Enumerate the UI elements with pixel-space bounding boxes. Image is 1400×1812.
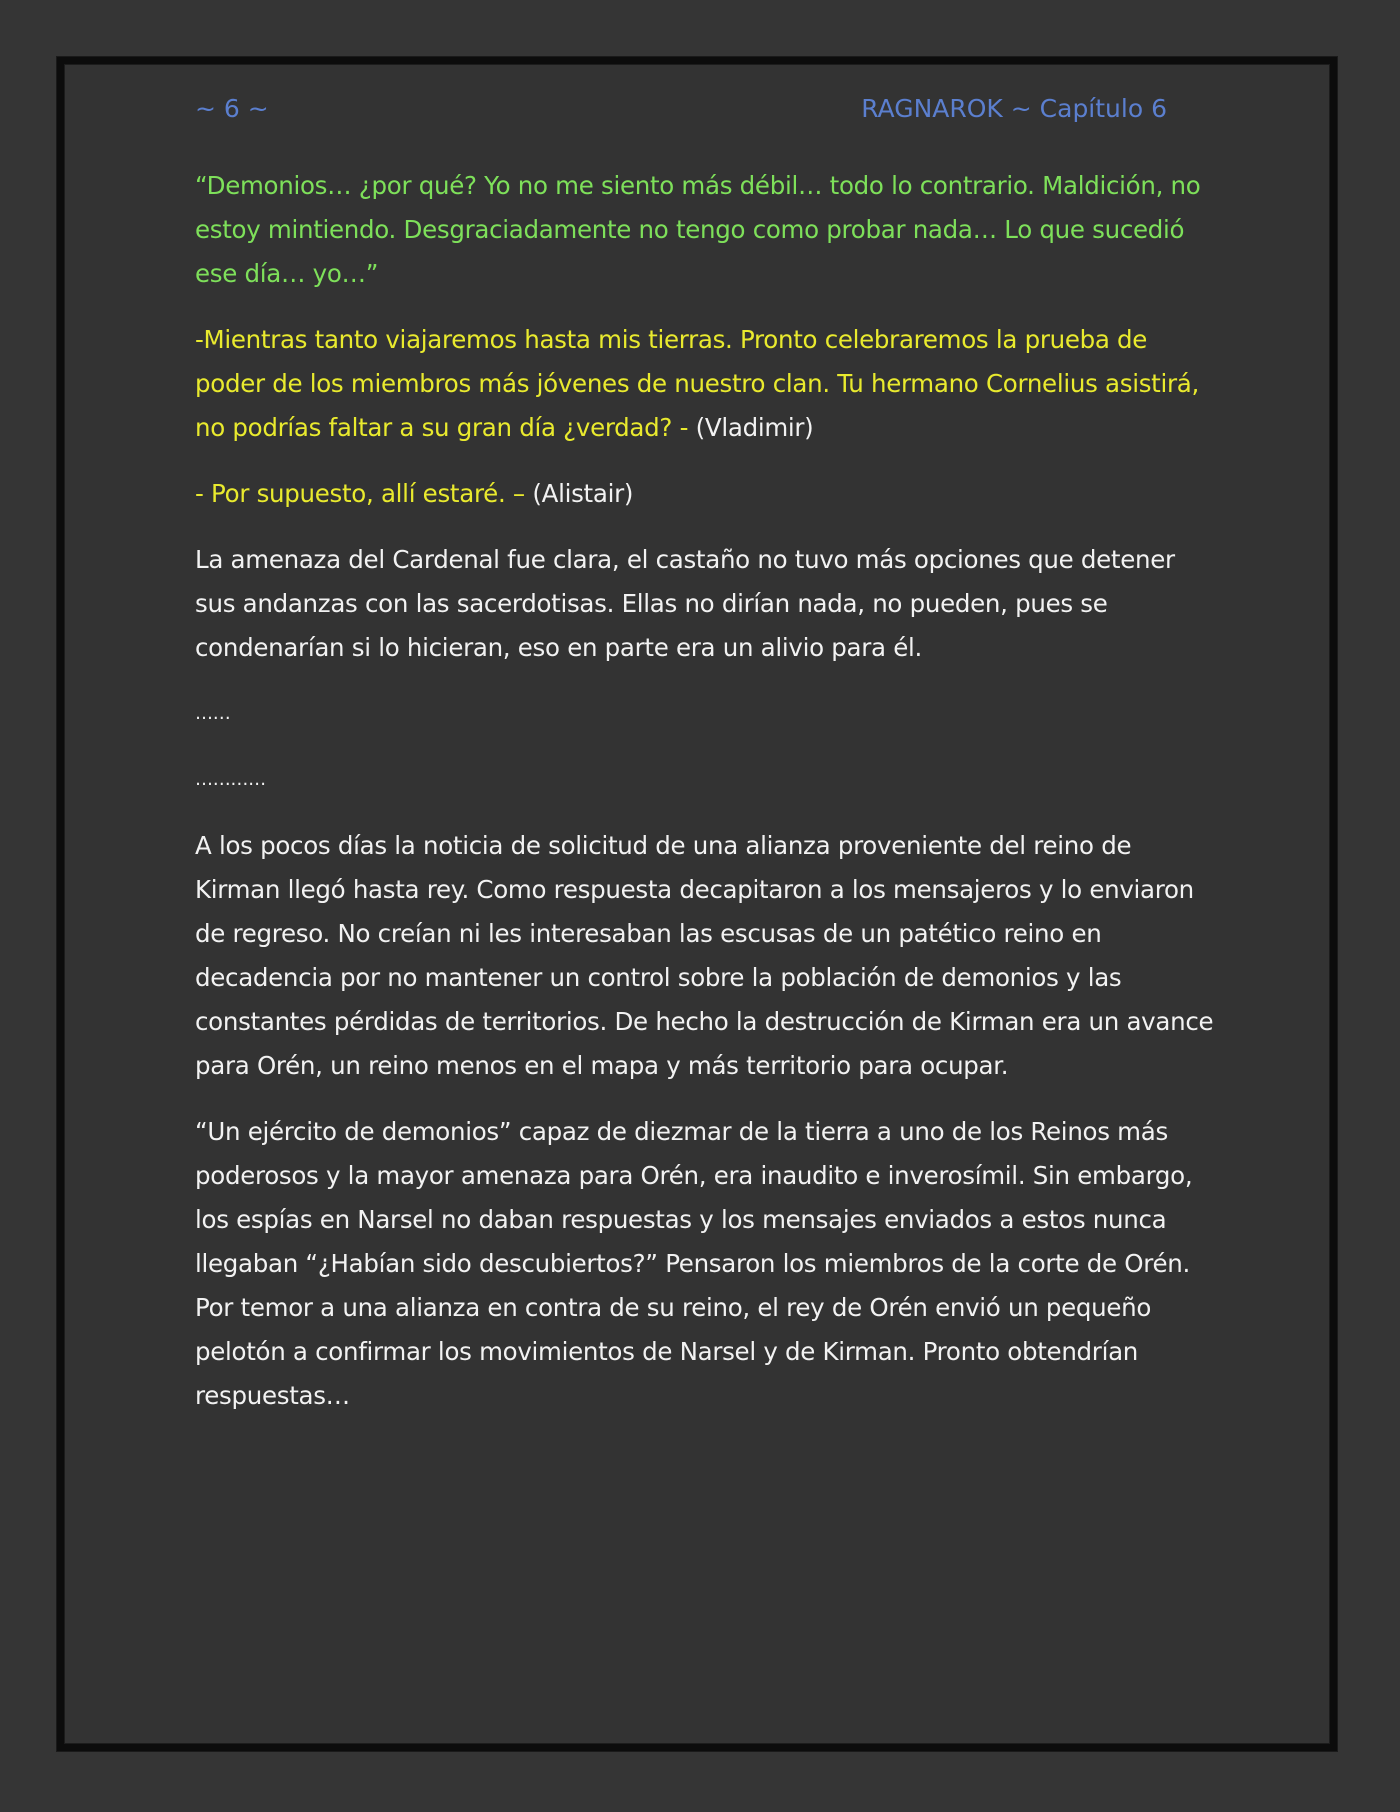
book-page <box>57 57 1337 1751</box>
page-header <box>64 94 1330 138</box>
thought-paragraph: “Demonios… ¿por qué? Yo no me siento más débil… todo lo contrario. Maldición, no estoy mintiendo. Desgraciadamente no tengo como probar nada… Lo que sucedió ese día… yo…” <box>195 171 1201 288</box>
scene-break-short: …… <box>195 703 231 724</box>
page-number: ~ 6 ~ <box>195 94 269 123</box>
speaker-label: (Vladimir) <box>688 413 814 442</box>
dialogue-paragraph-vladimir <box>195 318 1215 450</box>
narration-paragraph: “Un ejército de demonios” capaz de diezmar de la tierra a uno de los Reinos más poderosos y la mayor amenaza para Orén, era inaudito e inverosímil. Sin embargo, los espías en Narsel no daban respuestas y los mensajes enviados a estos nunca llegaban “¿Habían sido descubiertos?” Pensaron los miembros de la corte de Orén. Por temor a una alianza en contra de su reino, el rey de Orén envió un pequeño pelotón a confirmar los movimientos de Narsel y de Kirman. Pronto obtendrían respuestas… <box>195 1117 1193 1410</box>
page-body <box>195 164 1215 1440</box>
narration-paragraph: A los pocos días la noticia de solicitud de una alianza proveniente del reino de Kirman llegó hasta rey. Como respuesta decapitaron a los mensajeros y lo enviaron de regreso. No creían ni les interesaban las escusas de un patético reino en decadencia por no mantener un control sobre la población de demonios y las constantes pérdidas de territorios. De hecho la destrucción de Kirman era un avance para Orén, un reino menos en el mapa y más territorio para ocupar. <box>195 831 1214 1080</box>
chapter-title: RAGNAROK ~ Capítulo 6 <box>861 94 1167 123</box>
dialogue-text: - Por supuesto, allí estaré. – <box>195 479 525 508</box>
dialogue-paragraph-alistair <box>195 472 1215 516</box>
scene-break-long: ………… <box>195 769 266 790</box>
narration-paragraph: La amenaza del Cardenal fue clara, el castaño no tuvo más opciones que detener sus andanzas con las sacerdotisas. Ellas no dirían nada, no pueden, pues se condenarían si lo hicieran, eso en parte era un alivio para él. <box>195 545 1175 662</box>
dialogue-text: -Mientras tanto viajaremos hasta mis tierras. Pronto celebraremos la prueba de poder de los miembros más jóvenes de nuestro clan. Tu hermano Cornelius asistirá, no podrías faltar a su gran día ¿verdad? - <box>195 325 1199 442</box>
speaker-label: (Alistair) <box>524 479 634 508</box>
